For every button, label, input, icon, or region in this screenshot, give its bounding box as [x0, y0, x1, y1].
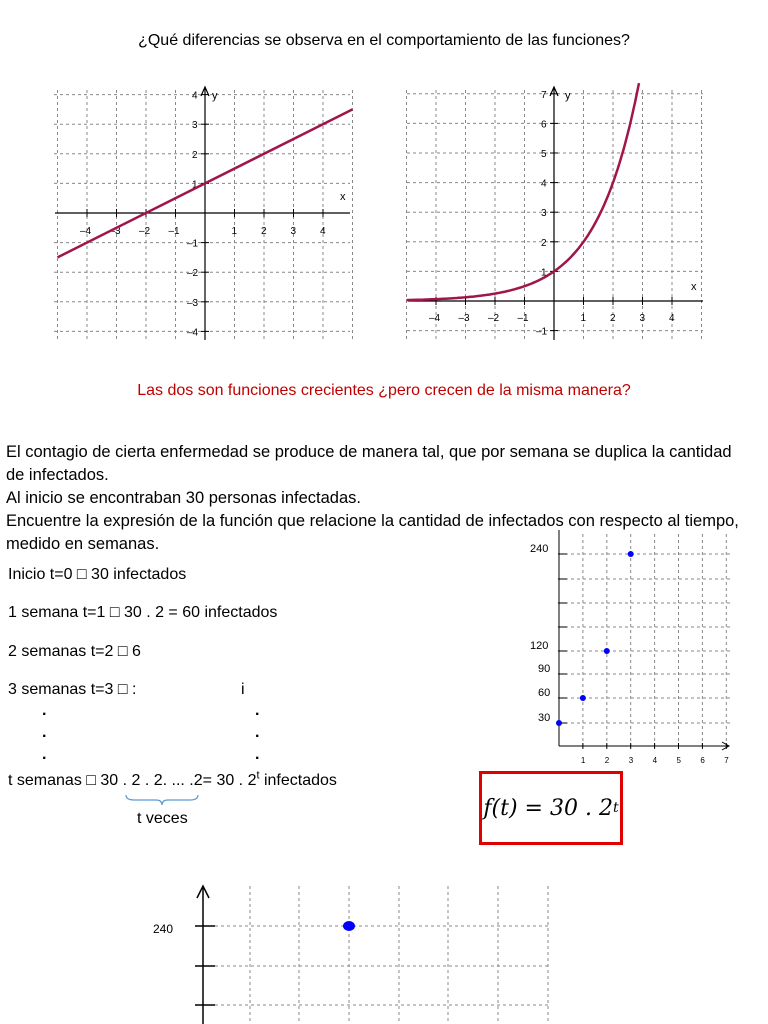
y-tick-label: –1	[536, 326, 548, 338]
data-point	[580, 695, 586, 701]
y-axis-label: y	[565, 90, 571, 102]
y-tick-label: 30	[538, 712, 551, 724]
row-semana-1: 1 semana t=1 □ 30 . 2 = 60 infectados	[8, 604, 278, 621]
y-tick-label: 90	[538, 663, 551, 675]
brace-icon	[124, 793, 200, 807]
row-semana-3-tail: i	[241, 681, 245, 698]
y-tick-label: 240	[153, 922, 174, 936]
data-point	[556, 720, 562, 726]
x-tick-label: –4	[80, 226, 92, 237]
row-t-prefix: t semanas □ 30 . 2 . 2. ... .2= 30 . 2	[8, 772, 257, 789]
x-axis-label: x	[340, 191, 346, 203]
x-tick-label: 4	[320, 226, 326, 237]
y-tick-label: 1	[192, 179, 198, 191]
chart-ticks	[530, 543, 729, 765]
y-tick-label: –4	[187, 327, 199, 339]
data-point	[343, 921, 355, 931]
chart-axes	[197, 886, 209, 1024]
exponential-function-chart	[403, 82, 713, 344]
y-tick-label: 2	[541, 237, 547, 249]
row-t-exponent: t	[256, 769, 260, 782]
brace-label: t veces	[137, 810, 188, 827]
x-tick-label: 5	[676, 756, 681, 765]
formula-box: f(t) = 30 . 2 t	[479, 771, 623, 845]
y-tick-label: 5	[541, 149, 547, 160]
row-semana-2: 2 semanas t=2 □ 6	[8, 643, 141, 660]
vertical-dot: .	[255, 724, 260, 741]
paragraph-line: Al inicio se encontraban 30 personas infectadas.	[6, 489, 361, 507]
row-semana-3: 3 semanas t=3 □ :	[8, 681, 137, 698]
x-tick-label: 4	[669, 313, 675, 324]
y-tick-label: 60	[538, 687, 551, 699]
y-tick-label: 7	[541, 89, 547, 101]
vertical-dot: .	[42, 746, 47, 763]
red-question: Las dos son funciones crecientes ¿pero crecen de la misma manera?	[137, 382, 631, 399]
chart-grid	[203, 886, 550, 1024]
exponential-function-curve	[407, 83, 640, 300]
x-tick-label: 4	[652, 756, 658, 765]
x-tick-label: –3	[109, 226, 121, 237]
x-tick-label: 2	[604, 756, 610, 765]
row-inicio: Inicio t=0 □ 30 infectados	[8, 566, 187, 583]
x-tick-label: 1	[580, 313, 587, 324]
x-axis-label: x	[691, 281, 697, 293]
x-tick-label: –2	[488, 313, 500, 324]
y-axis-label: y	[212, 90, 218, 102]
y-tick-label: –2	[187, 268, 199, 280]
vertical-dot: .	[255, 702, 260, 719]
x-tick-label: –1	[517, 313, 529, 324]
y-tick-label: 3	[541, 208, 547, 220]
y-tick-label: 4	[192, 90, 198, 102]
x-tick-label: –1	[168, 226, 180, 237]
y-tick-label: 1	[541, 267, 547, 279]
x-tick-label: –3	[458, 313, 470, 324]
y-tick-label: 120	[530, 640, 549, 652]
chart-grid	[407, 90, 704, 340]
y-tick-label: 240	[530, 543, 549, 555]
x-tick-label: 7	[724, 756, 729, 765]
paragraph-line: Encuentre la expresión de la función que relacione la cantidad de infectados con respecto al tiempo, medido en semanas.	[6, 512, 739, 553]
x-tick-label: 6	[700, 756, 705, 765]
x-tick-label: 2	[610, 313, 616, 324]
x-tick-label: 2	[261, 226, 267, 237]
chart-grid	[559, 534, 730, 746]
data-point	[628, 551, 634, 557]
y-tick-label: 2	[192, 149, 198, 161]
x-tick-label: 3	[290, 226, 297, 237]
data-point	[604, 648, 610, 654]
infectados-scatter-chart	[522, 530, 742, 770]
formula-lhs: f(t) = 30 . 2	[483, 795, 613, 821]
y-tick-label: 3	[192, 120, 198, 132]
chart-axes	[408, 87, 703, 340]
page-heading: ¿Qué diferencias se observa en el comportamiento de las funciones?	[138, 32, 630, 49]
vertical-dot: .	[255, 746, 260, 763]
chart-axes	[559, 530, 729, 750]
chart-ticks	[153, 922, 215, 1005]
y-tick-label: –3	[187, 297, 199, 309]
x-tick-label: 3	[628, 756, 634, 765]
y-tick-label: –1	[187, 238, 199, 250]
y-tick-label: 4	[541, 178, 547, 190]
x-tick-label: 1	[580, 756, 586, 765]
row-t-semanas	[8, 769, 337, 790]
linear-function-chart	[50, 82, 360, 344]
x-tick-label: –4	[429, 313, 441, 324]
chart-points	[343, 921, 355, 931]
paragraph-line: El contagio de cierta enfermedad se produce de manera tal, que por semana se duplica la cantidad de infectados.	[6, 443, 732, 484]
chart-points	[556, 551, 634, 726]
x-tick-label: –2	[139, 226, 151, 237]
x-tick-label: 1	[231, 226, 238, 237]
infectados-zoom-chart	[140, 880, 560, 1024]
vertical-dot: .	[42, 724, 47, 741]
vertical-dot: .	[42, 702, 47, 719]
y-tick-label: 6	[541, 119, 547, 131]
x-tick-label: 3	[639, 313, 646, 324]
chart-grid	[54, 90, 353, 340]
row-t-suffix: infectados	[259, 772, 337, 789]
